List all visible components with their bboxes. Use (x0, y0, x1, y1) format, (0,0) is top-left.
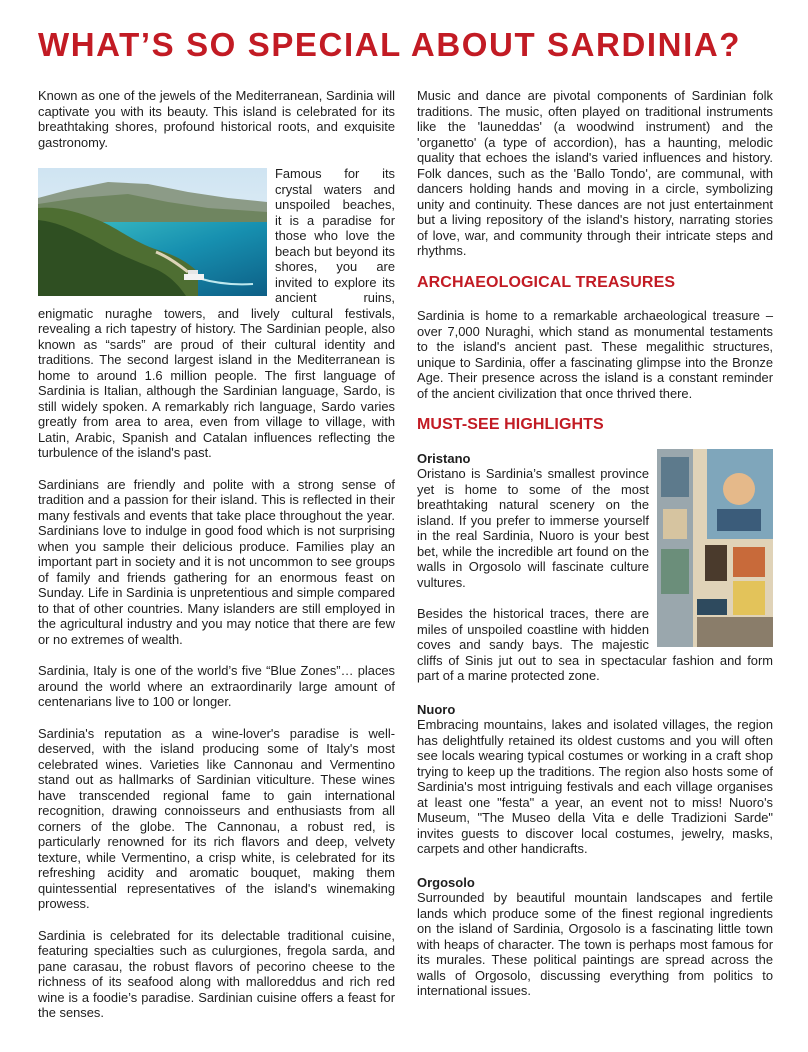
coast-boat-photo (38, 168, 267, 296)
orgosolo-heading: Orgosolo (417, 874, 475, 890)
people-paragraph: Famous for its crystal waters and unspoiled beaches, it is a paradise for those who love the beach but beyond its shores, you are invited to explore its ancient ruins, enigmatic nuraghe towers, and lively cultural festivals, revealing a rich tapestry of history. The Sardinian people, also known as “sards” are proud of their cultural identity and traditions. The second largest island in the Mediterranean is home to around 1.6 million people. The first language of Sardinia is Italian, although the Sardinian language, Sardo, is still widely spoken. A remarkably rich language, Sardo varies greatly from area to area, even from village to village, with Latin, Arabic, Spanish and Catalan influences reflecting the turbulence of the island's past. (38, 166, 395, 460)
right-column (417, 88, 773, 1015)
nuoro-paragraph: Embracing mountains, lakes and isolated villages, the region has delightfully retained its oldest customs and you will often see locals wearing typical costumes or working in a craft shop trying to keep up the traditions. The region also hosts some of Sardinia's most intriguing festivals and each village organises at least one "festa" a year, an event not to miss! Nuoro's Museum, "The Museo della Vita e delle Tradizioni Sarde" invites guests to discover local costumes, jewelry, masks, carpets and other handicrafts. (417, 717, 773, 856)
orgosolo-murals-photo (657, 449, 773, 647)
orgosolo-paragraph: Surrounded by beautiful mountain landscapes and fertile lands which produce some of the finest regional ingredients on the island of Sardinia, Orgosolo is a fascinating little town with heaps of character. The town is perhaps most famous for its murales. These political paintings are spread across the walls of Orgosolo, discussing everything from politics to international issues. (417, 890, 773, 998)
left-column (38, 88, 395, 1037)
nuoro-heading: Nuoro (417, 701, 456, 717)
intro-paragraph: Known as one of the jewels of the Mediterranean, Sardinia will captivate you with its beauty. This island is celebrated for its breathtaking shores, profound historical roots, and exquisite gastronomy. (38, 88, 395, 150)
page-title: WHAT’S SO SPECIAL ABOUT SARDINIA? (38, 26, 742, 63)
archaeological-heading: ARCHAEOLOGICAL TREASURES (417, 273, 676, 291)
coastline-paragraph: Besides the historical traces, there are miles of unspoiled coastline with hidden coves and sandy bays. The majestic cliffs of Sinis jut out to sea in spectacular fashion and form part of a marine protected zone. (417, 606, 773, 683)
oristano-paragraph: Oristano is Sardinia’s smallest province yet is home to some of the most breathtaking natural scenery on the island. If you prefer to immerse yourself in the real Sardinia, Nuoro is your best bet, while the incredible art found on the walls in Orgosolo will fascinate culture vultures. (417, 466, 649, 590)
archaeological-paragraph: Sardinia is home to a remarkable archaeological treasure – over 7,000 Nuraghi, which stand as monumental testaments to the island's ancient past. These megalithic structures, unique to Sardinia, offer a fascinating glimpse into the Bronze Age. Their presence across the island is a constant reminder of the ancient civilization that once thrived there. (417, 308, 773, 401)
must-see-heading: MUST-SEE HIGHLIGHTS (417, 416, 604, 433)
cuisine-paragraph: Sardinia is celebrated for its delectable traditional cuisine, featuring specialties such as culurgiones, fregola sarda, and pane carasau, the robust flavors of pecorino cheese to the richness of its seafood along with malloreddus and rich red wine is a foodie’s paradise. Sardinian cuisine offers a feast for the senses. (38, 927, 395, 1020)
music-paragraph: Music and dance are pivotal components of Sardinian folk traditions. The music, often played on traditional instruments like the 'launeddas' (a woodwind instrument) and the 'organetto' (a type of accordion), has a haunting, melodic quality that echoes the island's varied influences and history. Folk dances, such as the 'Ballo Tondo', are communal, with dancers holding hands and moving in a circle, symbolizing unity and continuity. These dances are not just entertainment but a living repository of the island's history, narrating stories of love, war, and community through their intricate steps and rhythms. (417, 88, 773, 258)
wine-paragraph: Sardinia's reputation as a wine-lover's paradise is well-deserved, with the island producing some of Italy's most celebrated wines. Varieties like Cannonau and Vermentino stand out as hallmarks of Sardinian viticulture. These wines have transcended regional fame to gain international recognition, drawing connoisseurs and enthusiasts from all corners of the globe. The Cannonau, a robust red, is particularly renowned for its rich flavors and deep, velvety texture, while Vermentino, a crisp white, is celebrated for its refreshing acidity and aromatic bouquet, making them quintessential representatives of the island's winemaking prowess. (38, 725, 395, 911)
oristano-heading: Oristano (417, 450, 471, 466)
sardinians-paragraph: Sardinians are friendly and polite with a strong sense of tradition and a passion for their island. This is reflected in their many festivals and events that take place throughout the year. Sardinians love to indulge in good food which is not surprising when you sample their delicious produce. Families play an important part in society and it is not uncommon to see groups of family and friends gathering for an enormous feast on Sunday. Life in Sardinia is unpretentious and simple compared to that of other countries. Many islanders are still employed in the agricultural industry and you may notice that there are few or no extremes of wealth. (38, 476, 395, 647)
blue-zones-paragraph: Sardinia, Italy is one of the world’s five “Blue Zones”… places around the world where an extraordinarily large amount of centenarians live to 100 or longer. (38, 663, 395, 709)
